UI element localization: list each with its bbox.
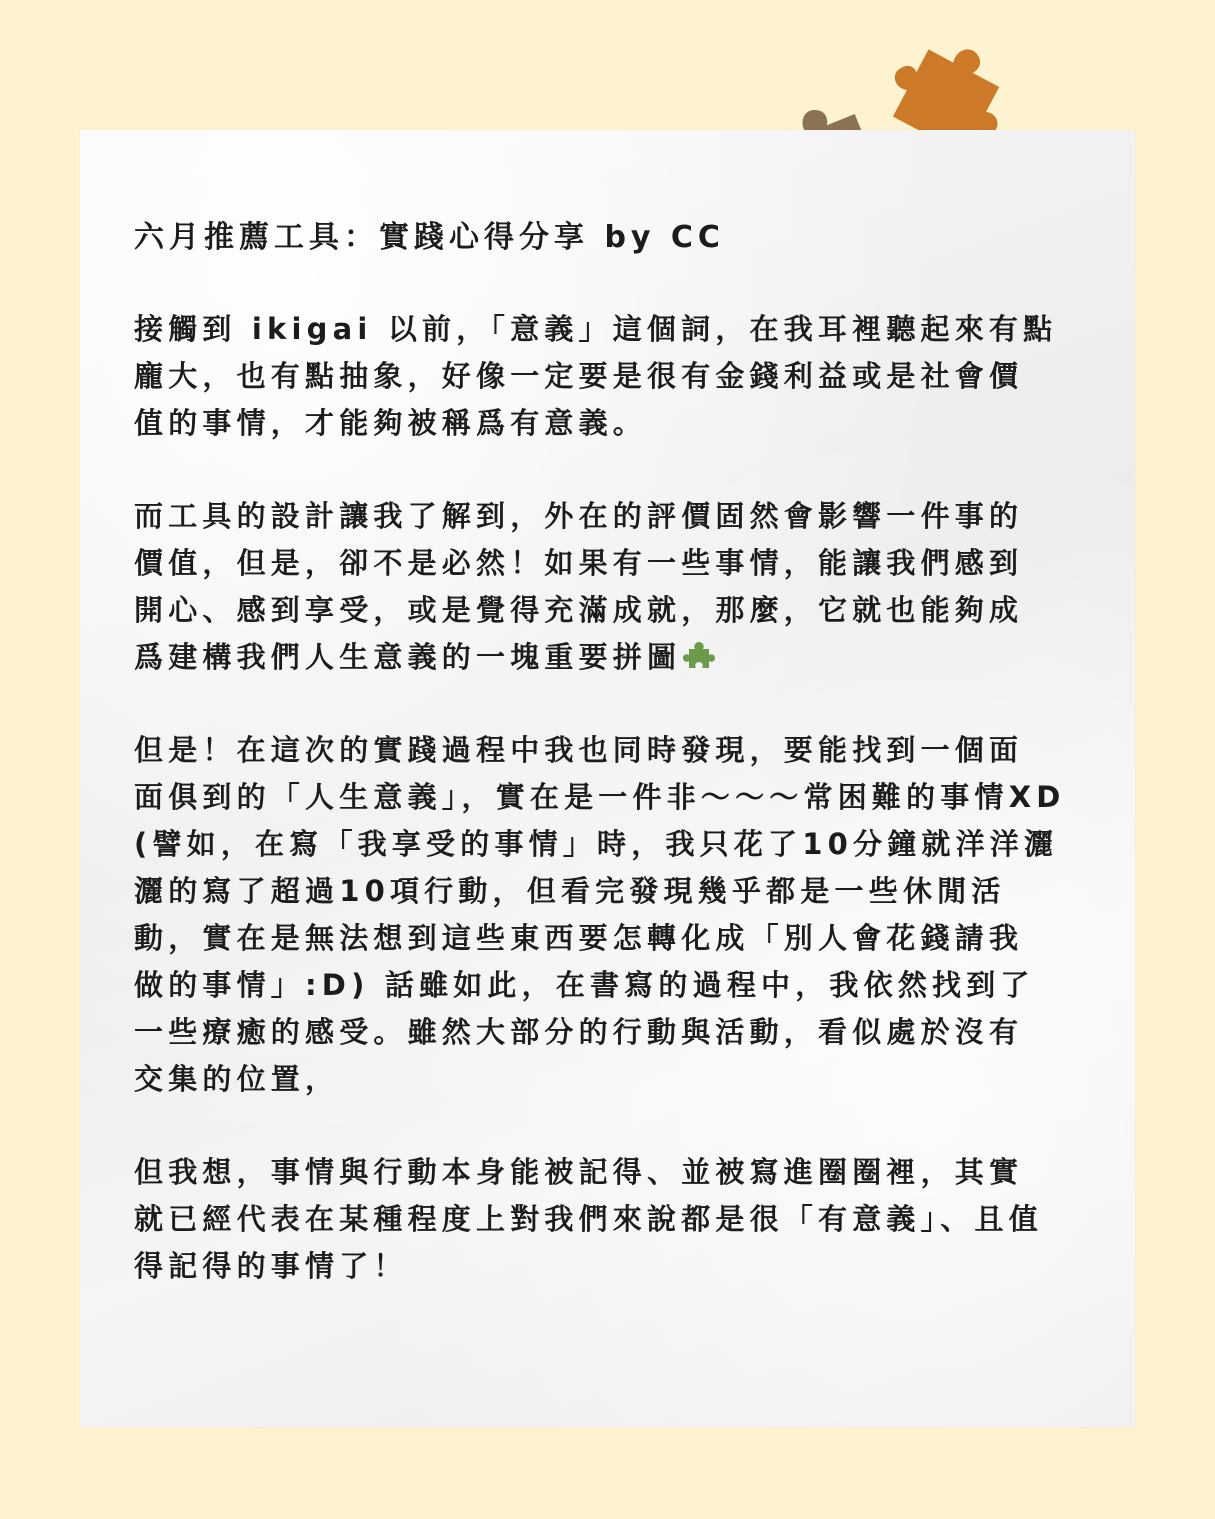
paragraph-1	[134, 306, 1084, 447]
paragraph-3	[134, 727, 1084, 1103]
paragraph-4	[134, 1149, 1084, 1290]
text-line: 做的事情」:D) 話雖如此，在書寫的過程中，我依然找到了	[134, 968, 1035, 1002]
text-line: 接觸到 ikigai 以前，「意義」這個詞，在我耳裡聽起來有點	[134, 312, 1058, 346]
text-line-with-emoji	[134, 634, 1084, 681]
text-line: 開心、感到享受，或是覺得充滿成就，那麼，它就也能夠成	[134, 593, 1024, 627]
text-line: 灑的寫了超過10項行動，但看完發現幾乎都是一些休閒活	[134, 874, 1006, 908]
text-line: 而工具的設計讓我了解到，外在的評價固然會影響一件事的	[134, 499, 1024, 533]
puzzle-piece-emoji-icon	[683, 641, 715, 671]
text-line: 爲建構我們人生意義的一塊重要拼圖	[134, 640, 682, 674]
text-line: 面俱到的「人生意義」，實在是一件非～～～常困難的事情XD	[134, 780, 1066, 814]
note-title: 六月推薦工具：實踐心得分享 by CC	[134, 220, 725, 255]
text-line: 價值，但是，卻不是必然！如果有一些事情，能讓我們感到	[134, 546, 1024, 580]
paper-note	[80, 130, 1135, 1427]
paragraph-2	[134, 493, 1084, 681]
text-line: 龐大，也有點抽象，好像一定要是很有金錢利益或是社會價	[134, 359, 1024, 393]
text-line: 就已經代表在某種程度上對我們來說都是很「有意義」、且值	[134, 1202, 1043, 1236]
text-line: 得記得的事情了！	[134, 1249, 408, 1283]
text-line: 但是！在這次的實踐過程中我也同時發現，要能找到一個面	[134, 733, 1024, 767]
text-line: (譬如，在寫「我享受的事情」時，我只花了10分鐘就洋洋灑	[134, 827, 1059, 861]
text-line: 動，實在是無法想到這些東西要怎轉化成「別人會花錢請我	[134, 921, 1024, 955]
text-line: 交集的位置，	[134, 1062, 340, 1096]
text-line: 值的事情，才能夠被稱爲有意義。	[134, 406, 648, 440]
text-line: 一些療癒的感受。雖然大部分的行動與活動，看似處於沒有	[134, 1015, 1024, 1049]
text-line: 但我想，事情與行動本身能被記得、並被寫進圈圈裡，其實	[134, 1155, 1024, 1189]
note-content	[134, 214, 1084, 1336]
